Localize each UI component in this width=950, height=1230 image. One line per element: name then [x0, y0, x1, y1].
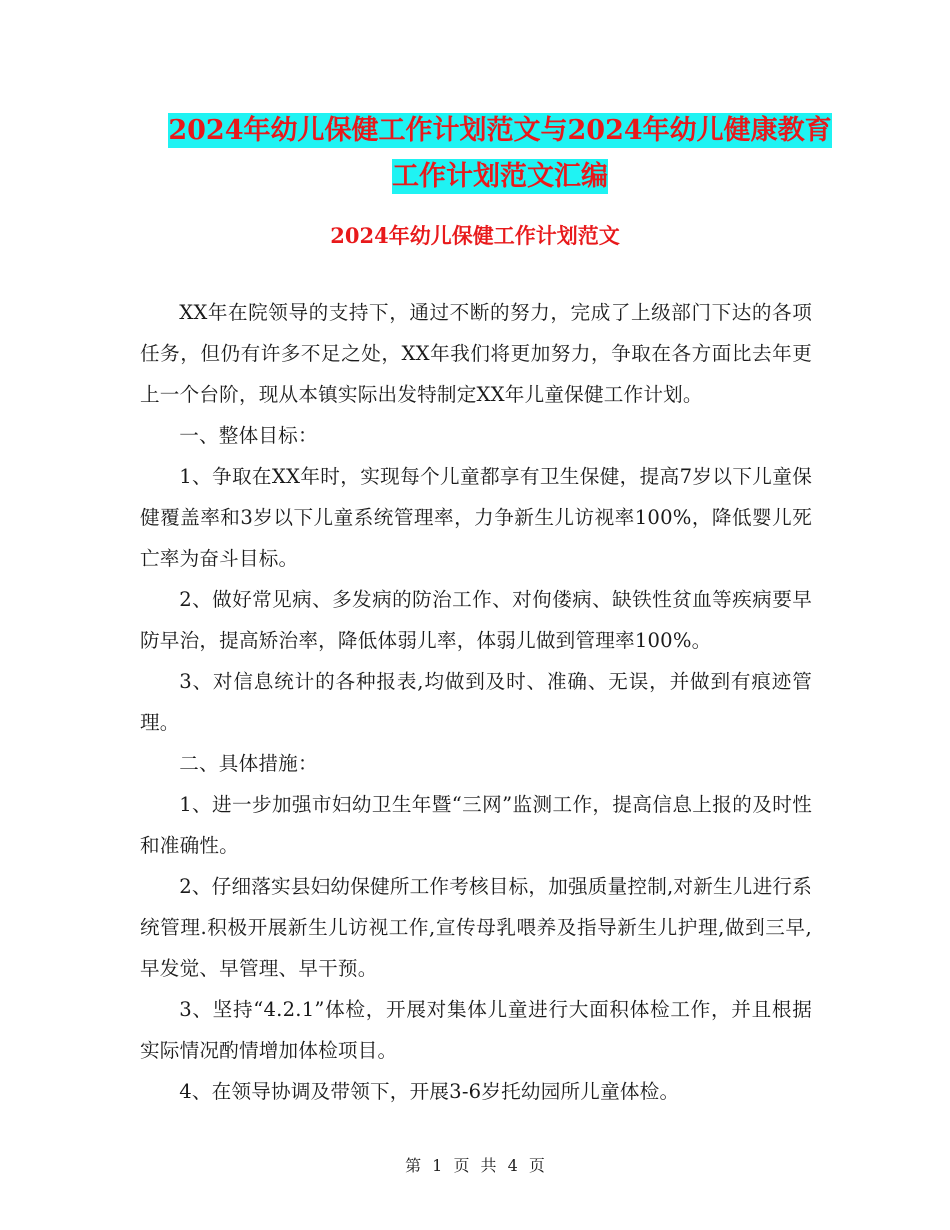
paragraph: 2、做好常见病、多发病的防治工作、对佝偻病、缺铁性贫血等疾病要早防早治，提高矫治率，降低体弱儿率，体弱儿做到管理率100%。 — [140, 588, 812, 652]
paragraph: 二、具体措施： — [179, 752, 318, 775]
paragraph: XX年在院领导的支持下，通过不断的努力，完成了上级部门下达的各项任务，但仍有许多不足之处，XX年我们将更加努力，争取在各方面比去年更上一个台阶，现从本镇实际出发特制定XX年儿童保健工作计划。 — [140, 301, 812, 406]
title-line-2: 工作计划范文汇编 — [392, 161, 608, 192]
paragraph: 2、仔细落实县妇幼保健所工作考核目标，加强质量控制,对新生儿进行系统管理.积极开展新生儿访视工作,宣传母乳喂养及指导新生儿护理,做到三早,早发觉、早管理、早干预。 — [140, 875, 812, 980]
page-footer: 第 1 页 共 4 页 — [405, 1156, 545, 1175]
section-title: 2024年幼儿保健工作计划范文 — [330, 223, 620, 248]
title-line-1: 2024年幼儿保健工作计划范文与2024年幼儿健康教育 — [168, 115, 832, 146]
paragraph: 1、进一步加强市妇幼卫生年暨“三网”监测工作，提高信息上报的及时性和准确性。 — [140, 793, 812, 857]
paragraph: 3、对信息统计的各种报表,均做到及时、准确、无误，并做到有痕迹管理。 — [140, 670, 812, 734]
paragraph: 3、坚持“4.2.1”体检，开展对集体儿童进行大面积体检工作，并且根据实际情况酌情增加体检项目。 — [140, 998, 812, 1062]
paragraph: 一、整体目标： — [179, 424, 318, 447]
document-body — [140, 292, 812, 1112]
paragraph: 4、在领导协调及带领下，开展3-6岁托幼园所儿童体检。 — [179, 1080, 680, 1103]
paragraph: 1、争取在XX年时，实现每个儿童都享有卫生保健，提高7岁以下儿童保健覆盖率和3岁以下儿童系统管理率，力争新生儿访视率100%，降低婴儿死亡率为奋斗目标。 — [140, 465, 812, 570]
document-title — [130, 108, 870, 200]
